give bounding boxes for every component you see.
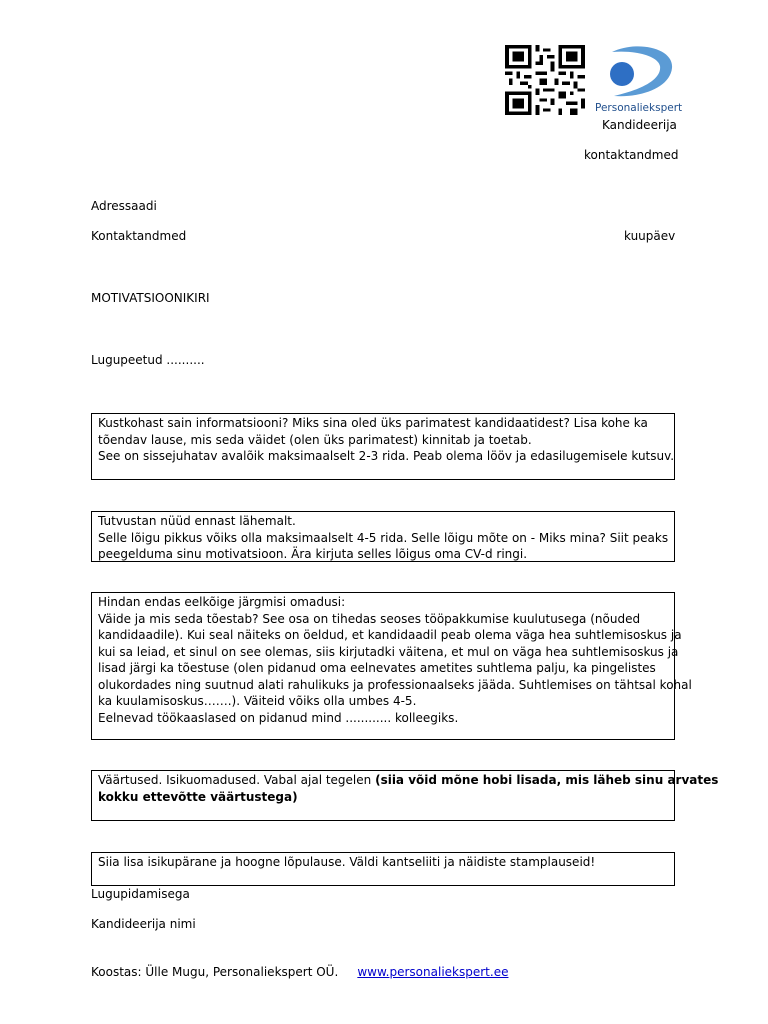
qualities-line: kandidaadile). Kui seal näiteks on öeldud, et kandidaadil peab olema väga hea suhtlemisoskus ja xyxy=(98,628,682,642)
intro-line: tõendav lause, mis seda väidet (olen üks parimatest) kinnitab ja toetab. xyxy=(98,432,532,447)
salutation: Lugupeetud .......... xyxy=(91,353,205,367)
closing-line: Siia lisa isikupärane ja hoogne lõpulause. Väldi kantseliiti ja näidiste stamplauseid! xyxy=(98,855,596,869)
about-line: peegelduma sinu motivatsioon. Ära kirjuta selles lõigus oma CV-d ringi. xyxy=(98,547,528,561)
qualities-box xyxy=(91,592,692,740)
signature-name: Kandideerija nimi xyxy=(91,917,196,931)
values-text: Väärtused. Isikuomadused. Vabal ajal tegelen xyxy=(98,773,376,787)
values-hint-cont: kokku ettevõtte väärtustega) xyxy=(98,789,298,804)
values-box xyxy=(91,770,719,821)
personaliekspert-logo-icon xyxy=(592,44,682,104)
about-line: Selle lõigu pikkus võiks olla maksimaalselt 4-5 rida. Selle lõigu mõte on - Miks mina? Siit peaks xyxy=(98,530,669,545)
values-line xyxy=(98,772,719,789)
sender-name: Kandideerija xyxy=(602,118,677,132)
footer-link[interactable]: www.personaliekspert.ee xyxy=(357,965,509,979)
qualities-line: Hindan endas eelkõige järgmisi omadusi: xyxy=(98,595,346,609)
qualities-line: ka kuulamisoskus…….). Väiteid võiks olla umbes 4-5. xyxy=(98,694,417,708)
qr-code-icon xyxy=(505,45,585,115)
sender-contacts: kontaktandmed xyxy=(584,148,679,162)
footer-author: Koostas: Ülle Mugu, Personaliekspert OÜ. xyxy=(91,965,339,979)
qualities-line: kui sa leiad, et sinul on see olemas, siis kirjutadki väitena, et mul on väga hea suhtlemisoskus ja xyxy=(98,644,679,659)
logo-text: Personaliekspert xyxy=(595,102,683,114)
letter-date: kuupäev xyxy=(624,229,676,243)
qualities-line: olukordades ning suutnud alati rahulikuks ja professionaalseks jääda. Suhtlemises on tähtsal kohal xyxy=(98,677,692,692)
about-line: Tutvustan nüüd ennast lähemalt. xyxy=(98,514,296,528)
intro-box xyxy=(91,413,675,480)
footer xyxy=(91,964,508,980)
letter-title: MOTIVATSIOONIKIRI xyxy=(91,291,210,305)
qualities-line: lisad järgi ka tõestuse (olen pidanud oma eelnevates ametites suhtlema palju, ka pingelistes xyxy=(98,661,656,675)
recipient-contacts: Kontaktandmed xyxy=(91,229,187,243)
qualities-line: Eelnevad töökaaslased on pidanud mind ............ kolleegiks. xyxy=(98,710,459,725)
qualities-line: Väide ja mis seda tõestab? See osa on tihedas seoses tööpakkumise kuulutusega (nõuded xyxy=(98,611,641,626)
intro-line: Kustkohast sain informatsiooni? Miks sina oled üks parimatest kandidaatidest? Lisa kohe ka xyxy=(98,416,648,430)
about-box xyxy=(91,511,675,562)
intro-line: See on sissejuhatav avalõik maksimaalselt 2-3 rida. Peab olema lööv ja edasilugemisele kutsuv. xyxy=(98,449,675,463)
closing-box xyxy=(91,852,675,886)
recipient-address: Adressaadi xyxy=(91,199,157,213)
regards: Lugupidamisega xyxy=(91,887,190,901)
values-hint: (siia võid mõne hobi lisada, mis läheb sinu arvates xyxy=(375,773,719,787)
